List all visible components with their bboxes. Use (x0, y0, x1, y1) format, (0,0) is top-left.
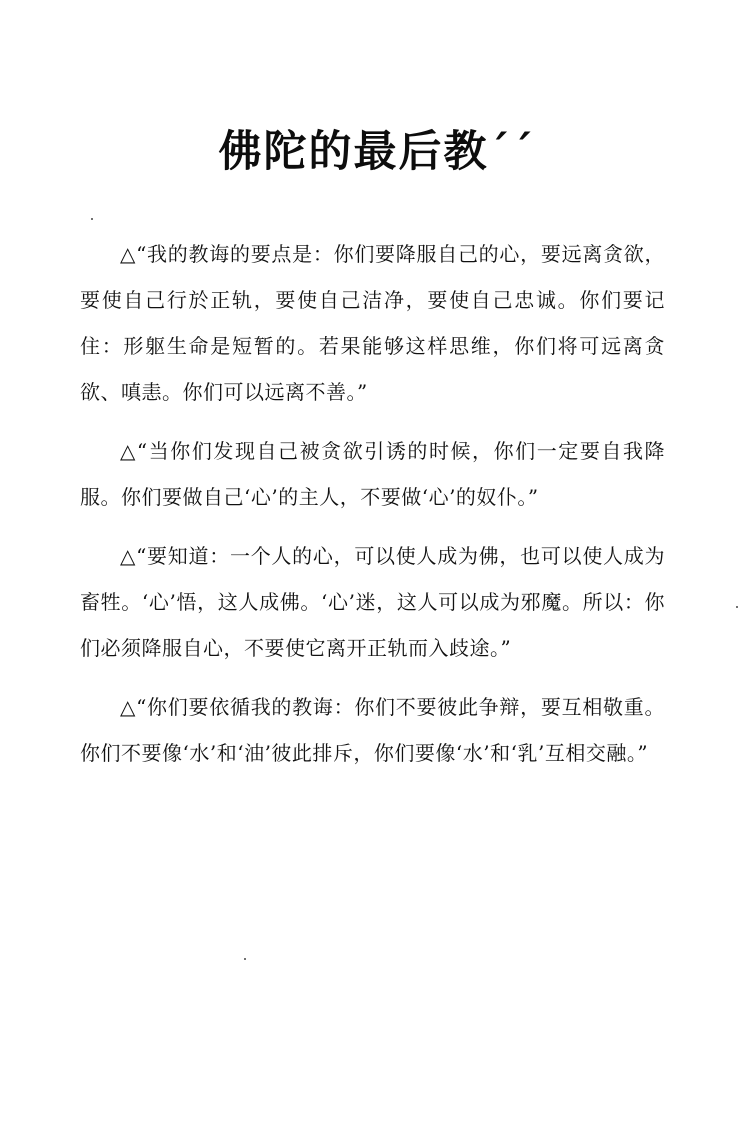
scan-speck (736, 606, 738, 608)
scan-speck (244, 958, 246, 960)
paragraph-1: △“我的教诲的要点是：你们要降服自己的心，要远离贪欲，要使自己行於正轨，要使自己洁净，要使自己忠诚。你们要记住：形躯生命是短暂的。若果能够这样思维，你们将可远离贪欲、嗔恚。你们可以远离不善。” (80, 242, 665, 404)
page-title: 佛陀的最后教´´ (218, 127, 536, 177)
scan-speck (91, 218, 93, 220)
paragraph-3: △“要知道：一个人的心，可以使人成为佛，也可以使人成为畜牲。‘心’悟，这人成佛。‘心’迷，这人可以成为邪魔。所以：你们必须降服自心，不要使它离开正轨而入歧途。” (80, 544, 665, 660)
paragraph-4: △“你们要依循我的教诲：你们不要彼此争辩，要互相敬重。你们不要像‘水’和‘油’彼此排斥，你们要像‘水’和‘乳’互相交融。” (80, 695, 665, 765)
paragraph-2: △“当你们发现自己被贪欲引诱的时候，你们一定要自我降服。你们要做自己‘心’的主人，不要做‘心’的奴仆。” (80, 439, 665, 509)
document-body (80, 231, 665, 789)
